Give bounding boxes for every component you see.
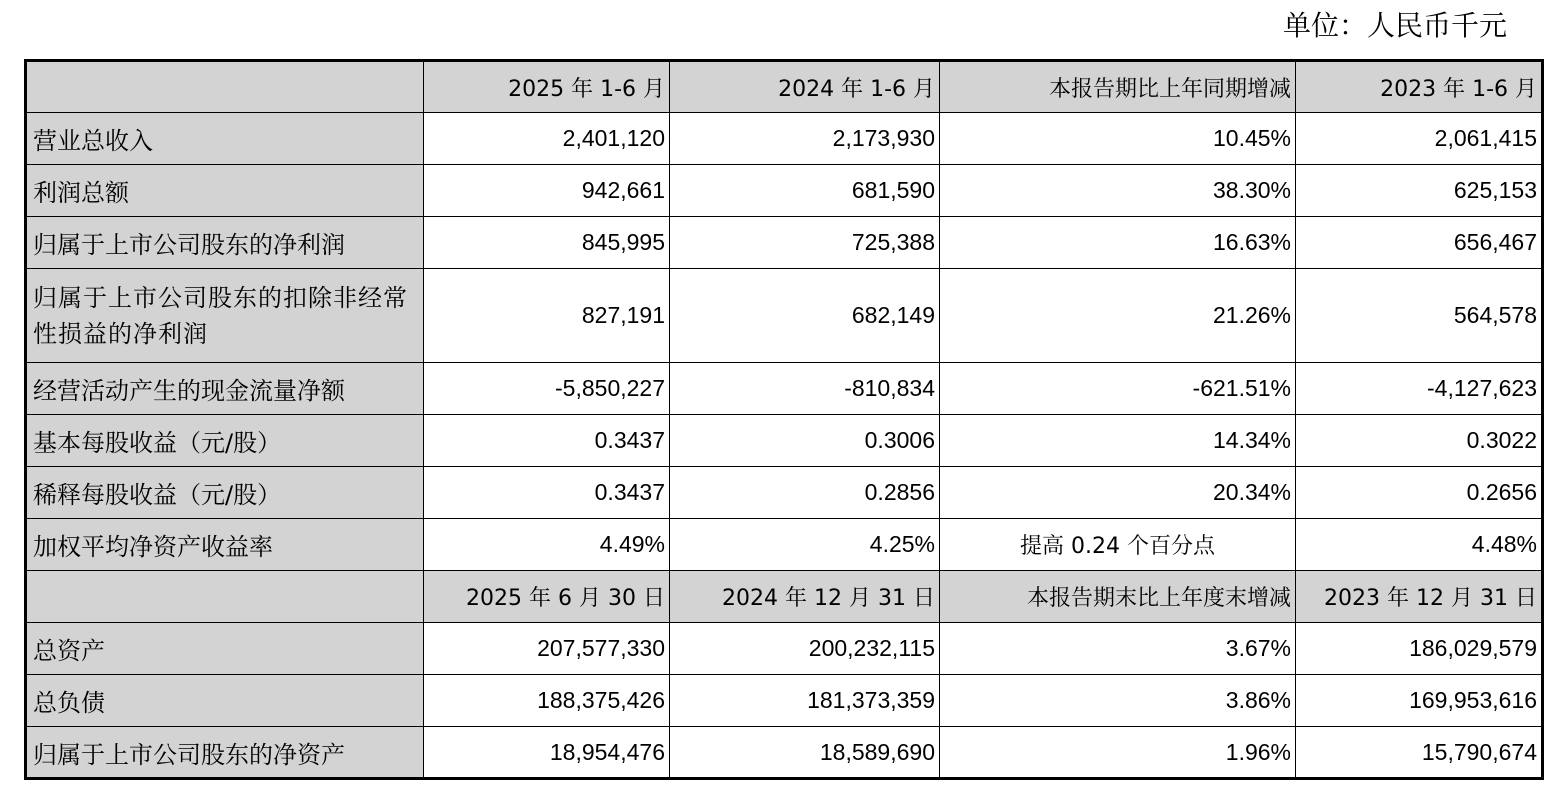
table-cell: 186,029,579 [1296, 623, 1543, 675]
row-label: 总资产 [26, 623, 424, 675]
table-cell: 625,153 [1296, 165, 1543, 217]
row-label: 归属于上市公司股东的扣除非经常性损益的净利润 [26, 269, 424, 363]
table-cell: 3.67% [940, 623, 1296, 675]
row-label: 归属于上市公司股东的净资产 [26, 727, 424, 779]
table-cell: 207,577,330 [424, 623, 670, 675]
table-cell: -810,834 [670, 363, 940, 415]
unit-label: 单位：人民币千元 [1282, 9, 1507, 42]
column-header: 本报告期比上年同期增减 [940, 61, 1296, 113]
table-cell: 4.49% [424, 519, 670, 571]
table-cell: 564,578 [1296, 269, 1543, 363]
row-label: 归属于上市公司股东的净利润 [26, 217, 424, 269]
table-row [26, 675, 1543, 727]
table-cell: 14.34% [940, 415, 1296, 467]
row-label: 营业总收入 [26, 113, 424, 165]
table-row [26, 165, 1543, 217]
table-row [26, 623, 1543, 675]
table-cell: 0.3437 [424, 467, 670, 519]
table-cell: 188,375,426 [424, 675, 670, 727]
financial-summary-table [24, 59, 1544, 780]
table-header-row-period [26, 61, 1543, 113]
table-cell: 10.45% [940, 113, 1296, 165]
table-cell: 20.34% [940, 467, 1296, 519]
column-header: 2023 年 1-6 月 [1296, 61, 1543, 113]
table-row [26, 363, 1543, 415]
table-cell: 0.3006 [670, 415, 940, 467]
table-cell: 16.63% [940, 217, 1296, 269]
table-cell: 1.96% [940, 727, 1296, 779]
table-cell: -5,850,227 [424, 363, 670, 415]
row-label: 经营活动产生的现金流量净额 [26, 363, 424, 415]
table-row [26, 217, 1543, 269]
table-cell: 725,388 [670, 217, 940, 269]
table-cell: 845,995 [424, 217, 670, 269]
table-cell: 169,953,616 [1296, 675, 1543, 727]
row-label: 总负债 [26, 675, 424, 727]
column-header: 2024 年 1-6 月 [670, 61, 940, 113]
row-label: 基本每股收益（元/股） [26, 415, 424, 467]
table-header-row-balance [26, 571, 1543, 623]
table-row [26, 519, 1543, 571]
table-cell: 0.3437 [424, 415, 670, 467]
table-cell: 0.2856 [670, 467, 940, 519]
table-cell: 181,373,359 [670, 675, 940, 727]
table-row [26, 727, 1543, 779]
table-row [26, 269, 1543, 363]
table-row [26, 113, 1543, 165]
column-header: 2025 年 1-6 月 [424, 61, 670, 113]
table-cell: 21.26% [940, 269, 1296, 363]
table-cell: 4.25% [670, 519, 940, 571]
table-cell: 2,061,415 [1296, 113, 1543, 165]
table-cell: 提高 0.24 个百分点 [940, 519, 1296, 571]
table-cell: -621.51% [940, 363, 1296, 415]
table-cell: 0.3022 [1296, 415, 1543, 467]
row-label: 利润总额 [26, 165, 424, 217]
table-cell: 2,401,120 [424, 113, 670, 165]
table-cell: 2,173,930 [670, 113, 940, 165]
row-label: 加权平均净资产收益率 [26, 519, 424, 571]
table-cell: 682,149 [670, 269, 940, 363]
column-header: 2024 年 12 月 31 日 [670, 571, 940, 623]
column-header: 本报告期末比上年度末增减 [940, 571, 1296, 623]
table-cell: 656,467 [1296, 217, 1543, 269]
table-cell: 18,954,476 [424, 727, 670, 779]
table-cell: 942,661 [424, 165, 670, 217]
table-row [26, 467, 1543, 519]
column-header: 2025 年 6 月 30 日 [424, 571, 670, 623]
table-cell: 4.48% [1296, 519, 1543, 571]
table-cell: 15,790,674 [1296, 727, 1543, 779]
table-cell: 38.30% [940, 165, 1296, 217]
row-label: 稀释每股收益（元/股） [26, 467, 424, 519]
table-cell: 681,590 [670, 165, 940, 217]
header-blank-cell [26, 571, 424, 623]
header-blank-cell [26, 61, 424, 113]
table-cell: 18,589,690 [670, 727, 940, 779]
table-cell: -4,127,623 [1296, 363, 1543, 415]
table-cell: 3.86% [940, 675, 1296, 727]
table-cell: 200,232,115 [670, 623, 940, 675]
table-cell: 827,191 [424, 269, 670, 363]
table-cell: 0.2656 [1296, 467, 1543, 519]
table-row [26, 415, 1543, 467]
column-header: 2023 年 12 月 31 日 [1296, 571, 1543, 623]
